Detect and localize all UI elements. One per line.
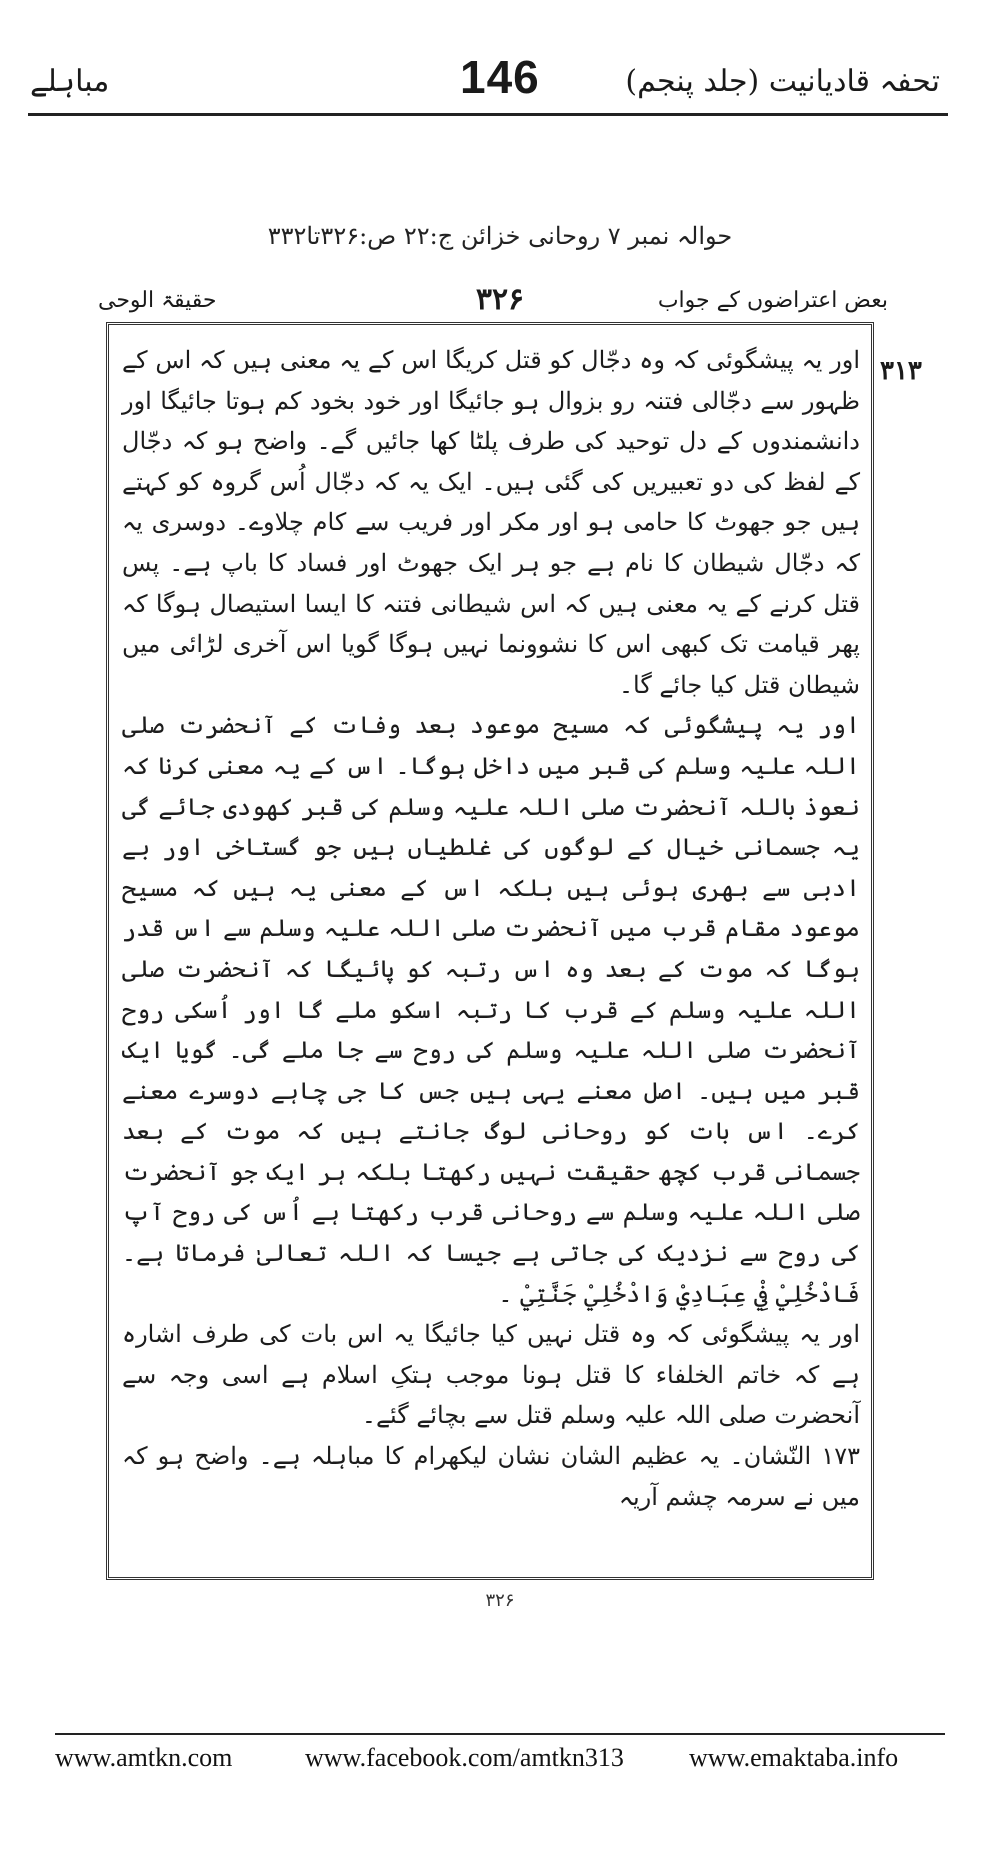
paragraph: اور یہ پیشگوئی کہ وہ قتل نہیں کیا جائیگا یہ اس بات کی طرف اشارہ ہے کہ خاتم الخلفاء کا قتل ہونا موجب ہتکِ اسلام ہے اسی وجہ سے آنحضرت صلی اللہ علیہ وسلم قتل سے بچائے گئے۔ — [122, 1320, 860, 1430]
header-left-title: مباہلے — [30, 64, 110, 99]
footer-link-amtkn[interactable]: www.amtkn.com — [55, 1743, 233, 1772]
body-text — [122, 340, 860, 1517]
scan-header-right: بعض اعتراضوں کے جواب — [657, 288, 888, 313]
scan-header-left: حقیقۃ الوحی — [98, 288, 217, 313]
footer-link-emaktaba[interactable]: www.emaktaba.info — [689, 1743, 899, 1772]
paragraph: ۱۷۳ النّشان۔ یہ عظیم الشان نشان لیکھرام کا مباہلہ ہے۔ واضح ہو کہ میں نے سرمہ چشم آریہ — [122, 1442, 860, 1511]
header-divider — [28, 113, 948, 116]
paragraph: اور یہ پیشگوئی کہ مسیح موعود بعد وفات کے آنحضرت صلی اللہ علیہ وسلم کی قبر میں داخل ہوگا۔ اس کے یہ معنی کرنا کہ نعوذ باللہ آنحضرت صلی اللہ علیہ وسلم کی قبر کھودی جائے گی یہ جسمانی خیال کے لوگوں کی غلطیاں ہیں جو گستاخی اور بے ادبی سے بھری ہوئی ہیں بلکہ اس کے معنی یہ ہیں کہ مسیح موعود مقام قرب میں آنحضرت صلی اللہ علیہ وسلم سے اس قدر ہوگا کہ موت کے بعد وہ اس رتبہ کو پائیگا کہ آنحضرت صلی اللہ علیہ وسلم کے قرب کا رتبہ اسکو ملے گا اور اُسکی روح آنحضرت صلی اللہ علیہ وسلم کی روح سے جا ملے گی۔ گویا ایک قبر میں ہیں۔ اصل معنے یہی ہیں جس کا جی چاہے دوسرے معنے کرے۔ اس بات کو روحانی لوگ جانتے ہیں کہ موت کے بعد جسمانی قرب کچھ حقیقت نہیں رکھتا بلکہ ہر ایک جو آنحضرت صلی اللہ علیہ وسلم سے روحانی قرب رکھتا ہے اُس کی روح آپ کی روح سے نزدیک کی جاتی ہے جیسا کہ اللہ تعالیٰ فرماتا ہے۔ فَادْخُلِيْ فِيْ عِبَادِيْ وَادْخُلِيْ جَنَّتِيْ ۔ — [122, 711, 860, 1308]
scan-footer-number: ۳۲۶ — [485, 1590, 515, 1611]
page-number: 146 — [460, 51, 540, 103]
reference-line: حوالہ نمبر ۷ روحانی خزائن ج:۲۲ ص:۳۲۶تا۳۳۲ — [267, 222, 733, 250]
paragraph: اور یہ پیشگوئی کہ وہ دجّال کو قتل کریگا اس کے یہ معنی ہیں کہ اس کے ظہور سے دجّالی فتنہ رو بزوال ہو جائیگا اور خود بخود کم ہوتا جائیگا اور دانشمندوں کے دل توحید کی طرف پلٹا کھا جائیں گے۔ واضح ہو کہ دجّال کے لفظ کی دو تعبیریں کی گئی ہیں۔ ایک یہ کہ دجّال اُس گروہ کو کہتے ہیں جو جھوٹ کا حامی ہو اور مکر اور فریب سے کام چلاوے۔ دوسری یہ کہ دجّال شیطان کا نام ہے جو ہر ایک جھوٹ اور فساد کا باپ ہے۔ پس قتل کرنے کے یہ معنی ہیں کہ اس شیطانی فتنہ کا ایسا استیصال ہوگا کہ پھر قیامت تک کبھی اس کا نشوونما نہیں ہوگا گویا اس آخری لڑائی میں شیطان قتل کیا جائے گا۔ — [122, 346, 860, 699]
book-title: تحفہ قادیانیت (جلد پنجم) — [625, 64, 940, 99]
scan-page-number: ۳۲۶ — [475, 282, 525, 317]
footer-link-facebook[interactable]: www.facebook.com/amtkn313 — [305, 1743, 624, 1772]
footer-divider — [55, 1733, 945, 1735]
margin-number: ۳۱۳ — [880, 356, 922, 386]
